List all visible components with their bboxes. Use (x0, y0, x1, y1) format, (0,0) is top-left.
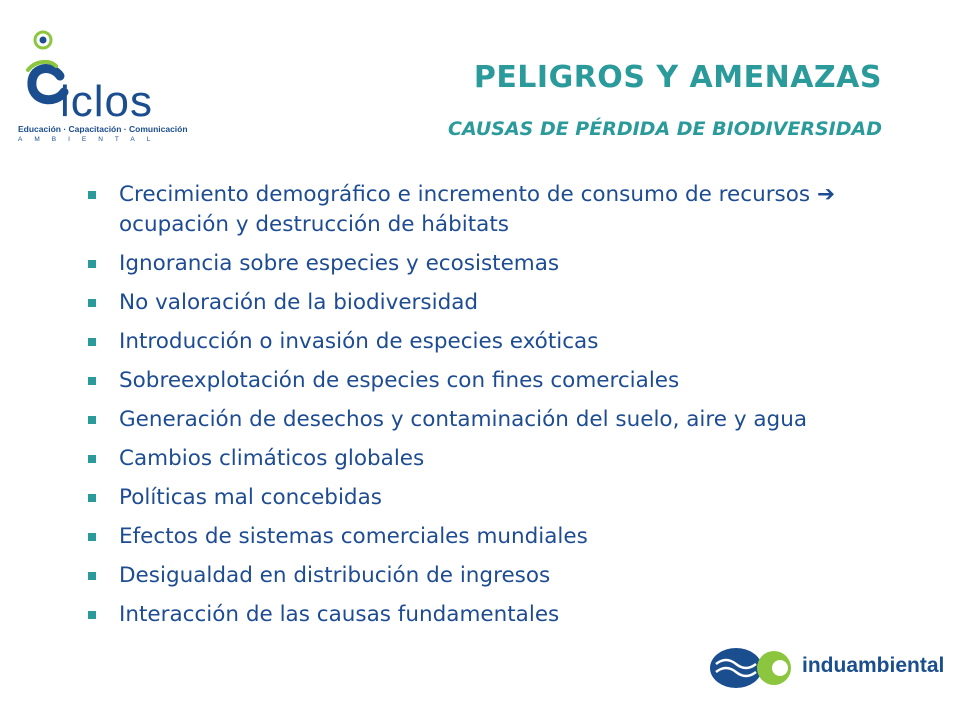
list-item (86, 288, 886, 318)
square-bullet-icon (88, 299, 96, 307)
list-item-text: Interacción de las causas fundamentales (119, 602, 560, 627)
list-item-text: Introducción o invasión de especies exóticas (119, 329, 599, 354)
list-item (86, 483, 886, 513)
list-item (86, 444, 886, 474)
square-bullet-icon (88, 191, 96, 199)
list-item-text: Cambios climáticos globales (119, 446, 425, 471)
list-item (86, 180, 886, 240)
square-bullet-icon (88, 533, 96, 541)
list-item-text: No valoración de la biodiversidad (119, 290, 479, 315)
induambiental-logo (708, 642, 948, 692)
square-bullet-icon (88, 338, 96, 346)
square-bullet-icon (88, 455, 96, 463)
induambiental-wordmark: induambiental (802, 654, 945, 677)
causes-list (86, 180, 886, 639)
list-item-text: Sobreexplotación de especies con fines comerciales (119, 368, 680, 393)
ciclos-wordmark: iclos (60, 77, 154, 126)
square-bullet-icon (88, 416, 96, 424)
induambiental-emblem-icon (708, 642, 800, 692)
ciclos-tagline: Educación · Capacitación · Comunicación (18, 124, 188, 134)
list-item (86, 249, 886, 279)
square-bullet-icon (88, 611, 96, 619)
list-item (86, 522, 886, 552)
page-title: PELIGROS Y AMENAZAS (473, 60, 882, 95)
ciclos-tagline-ambiental: AMBIENTAL (18, 136, 163, 143)
list-item-text: Ignorancia sobre especies y ecosistemas (119, 251, 560, 276)
list-item-text: Políticas mal concebidas (119, 485, 382, 510)
square-bullet-icon (88, 377, 96, 385)
ciclos-logo (18, 30, 198, 143)
square-bullet-icon (88, 572, 96, 580)
list-item (86, 405, 886, 435)
list-item-text: Generación de desechos y contaminación del suelo, aire y agua (119, 407, 807, 432)
arrow-right-icon: ➔ (816, 182, 835, 207)
list-item (86, 561, 886, 591)
list-item-text-continued: ocupación y destrucción de hábitats (119, 212, 509, 237)
list-item-text: Crecimiento demográfico e incremento de consumo de recursos (119, 182, 811, 207)
list-item (86, 327, 886, 357)
list-item-text: Efectos de sistemas comerciales mundiales (119, 524, 588, 549)
page-subtitle: CAUSAS DE PÉRDIDA DE BIODIVERSIDAD (448, 118, 882, 140)
square-bullet-icon (88, 494, 96, 502)
list-item (86, 366, 886, 396)
list-item (86, 600, 886, 630)
square-bullet-icon (88, 260, 96, 268)
list-item-text: Desigualdad en distribución de ingresos (119, 563, 551, 588)
